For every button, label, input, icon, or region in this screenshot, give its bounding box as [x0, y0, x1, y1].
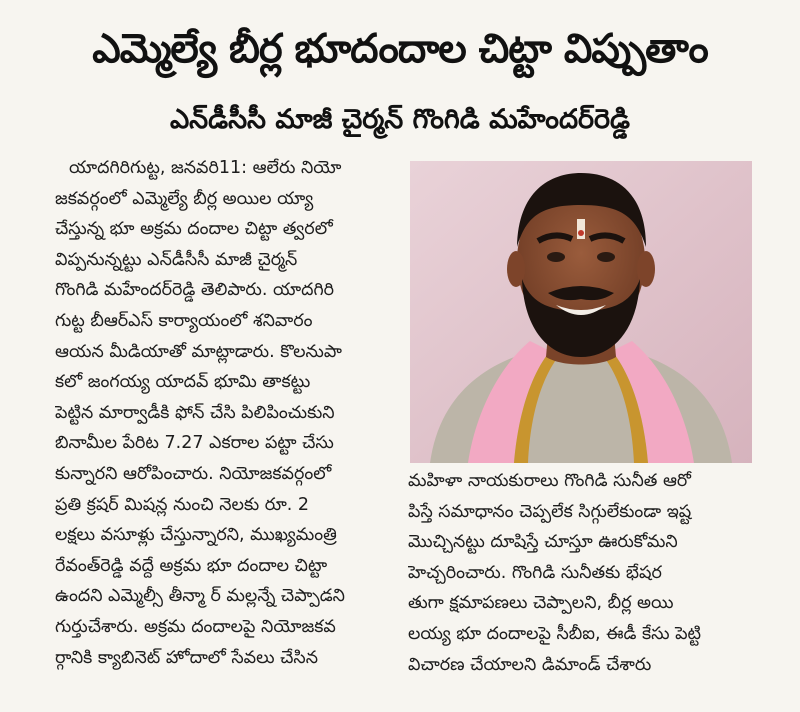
- article-line: ఆయన మీడియాతో మాట్లాడారు. కొలనుపా: [55, 341, 342, 362]
- article-line: విప్పనున్నట్టు ఎన్‌డీసీసీ మాజీ చైర్మన్: [55, 249, 298, 270]
- article-line: ర్గానికి క్యాబినెట్ హోదాలో సేవలు చేసిన: [55, 647, 318, 668]
- article-line: కలో జంగయ్య యాదవ్ భూమి తాకట్టు: [55, 372, 311, 393]
- article-line: బినామీల పేరిట 7.27 ఎకరాల పట్టా చేసు: [55, 433, 334, 454]
- article-line: కున్నారని ఆరోపించారు. నియోజకవర్గంలో: [55, 463, 332, 484]
- article-line: మహిళా నాయకురాలు గొంగిడి సునీత ఆరో: [408, 471, 691, 491]
- article-line: ఉందని ఎమ్మెల్సీ తీన్మా ర్ మల్లన్నే చెప్పాడని: [55, 586, 345, 607]
- article-line: గొంగిడి మహేందర్‌రెడ్డి తెలిపారు. యాదగిరి: [55, 280, 335, 301]
- subheadline: ఎన్‌డీసీసీ మాజీ చైర్మన్ గొంగిడి మహేందర్‌రెడ్డి: [169, 104, 631, 135]
- article-line: హెచ్చరించారు. గొంగిడి సునీతకు భేషర: [408, 562, 662, 583]
- portrait-photo: [410, 161, 752, 463]
- article-line: ప్రతి క్రషర్ మిషన్ల నుంచి నెలకు రూ. 2: [55, 494, 310, 515]
- article-line: విచారణ చేయాలని డిమాండ్ చేశారు: [408, 654, 652, 675]
- article-line: చేస్తున్న భూ అక్రమ దందాల చిట్టా త్వరలో: [55, 219, 333, 240]
- portrait-illustration: [410, 161, 752, 463]
- article-line: తుగా క్షమాపణలు చెప్పాలని, బీర్ల అయి: [408, 593, 674, 614]
- article-line: మొచ్చినట్టు దూషిస్తే చూస్తూ ఊరుకోమని: [408, 532, 678, 553]
- article-body-left-column: [55, 153, 400, 673]
- article-line: రేవంత్‌రెడ్డి వద్దే అక్రమ భూ దందాల చిట్టా: [55, 555, 328, 576]
- article-line: గుర్తుచేశారు. అక్రమ దందాలపై నియోజకవ: [55, 616, 336, 637]
- article-line: గుట్ట బీఆర్‌ఎస్ కార్యాయంలో శనివారం: [55, 310, 313, 331]
- article-line: జకవర్గంలో ఎమ్మెల్యే బీర్ల అయిల య్యా: [55, 188, 314, 209]
- article-line: పిస్తే సమాధానం చెప్పలేక సిగ్గులేకుండా ఇష్ట: [408, 501, 692, 522]
- article-line: లయ్య భూ దందాలపై సీబీఐ, ఈడీ కేసు పెట్టి: [408, 623, 702, 644]
- article-line: పెట్టిన మార్వాడీకి ఫోన్ చేసి పిలిపించుకుని: [55, 402, 335, 423]
- headline: ఎమ్మెల్యే బీర్ల భూదందాల చిట్టా విప్పుతాం: [92, 26, 708, 72]
- article-line: యాదగిరిగుట్ట, జనవరి11: ఆలేరు నియో: [69, 158, 342, 178]
- article-line: లక్షలు వసూళ్లు చేస్తున్నారని, ముఖ్యమంత్రి: [55, 525, 337, 546]
- article-body-right-column: [408, 466, 753, 680]
